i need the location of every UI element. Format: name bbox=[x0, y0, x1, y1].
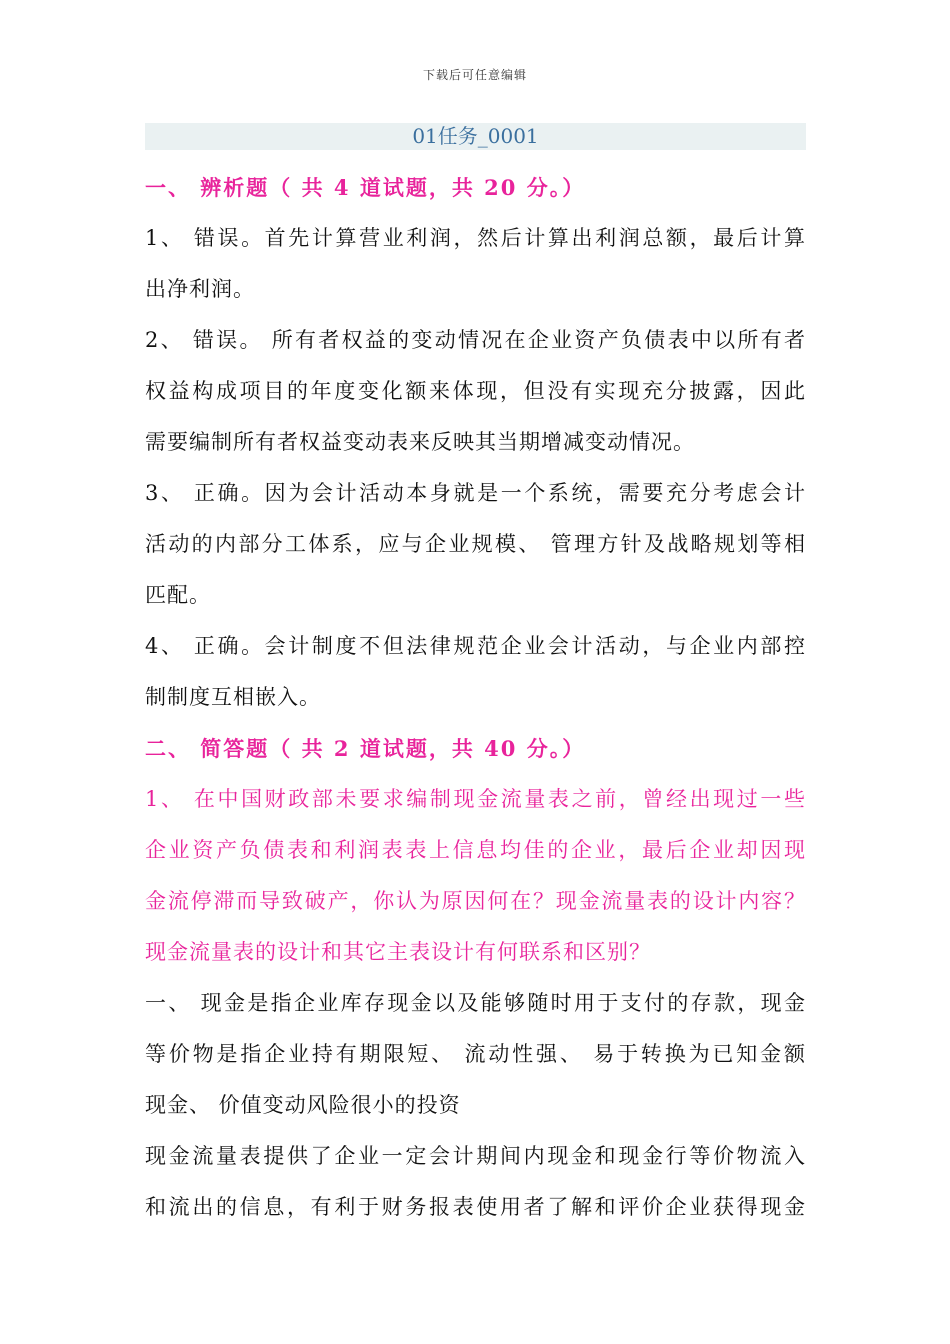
text-line: 3、 正确。因为会计活动本身就是一个系统，需要充分考虑会计 bbox=[145, 481, 806, 505]
text-line: 1、 错误。首先计算营业利润，然后计算出利润总额，最后计算 bbox=[145, 226, 806, 250]
text-line: 现金流量表提供了企业一定会计期间内现金和现金行等价物流入 bbox=[145, 1144, 806, 1168]
text-line: 出净利润。 bbox=[145, 277, 255, 301]
document-title: 01任务_0001 bbox=[145, 123, 806, 150]
text-line: 4、 正确。会计制度不但法律规范企业会计活动，与企业内部控 bbox=[145, 634, 806, 658]
text-line: 制制度互相嵌入。 bbox=[145, 685, 321, 709]
header-note: 下载后可任意编辑 bbox=[422, 68, 527, 82]
text-line: 活动的内部分工体系，应与企业规模、 管理方针及战略规划等相 bbox=[145, 532, 806, 556]
text-line: 现金、 价值变动风险很小的投资 bbox=[145, 1093, 461, 1117]
text-line: 企业资产负债表和利润表表上信息均佳的企业，最后企业却因现 bbox=[145, 838, 806, 862]
document-body bbox=[145, 162, 806, 1233]
text-line: 一、 现金是指企业库存现金以及能够随时用于支付的存款，现金 bbox=[145, 991, 806, 1015]
text-line: 匹配。 bbox=[145, 583, 211, 607]
text-line: 和流出的信息，有利于财务报表使用者了解和评价企业获得现金 bbox=[145, 1195, 806, 1219]
section-heading: 二、 简答题（ 共 2 道试题，共 40 分。） bbox=[145, 736, 586, 761]
text-line: 现金流量表的设计和其它主表设计有何联系和区别？ bbox=[145, 940, 651, 964]
text-line: 1、 在中国财政部未要求编制现金流量表之前，曾经出现过一些 bbox=[145, 787, 806, 811]
text-line: 金流停滞而导致破产，你认为原因何在？现金流量表的设计内容？ bbox=[145, 889, 806, 913]
text-line: 等价物是指企业持有期限短、 流动性强、 易于转换为已知金额 bbox=[145, 1042, 806, 1066]
text-line: 权益构成项目的年度变化额来体现，但没有实现充分披露，因此 bbox=[145, 379, 806, 403]
text-line: 2、 错误。 所有者权益的变动情况在企业资产负债表中以所有者 bbox=[145, 328, 806, 352]
text-line: 需要编制所有者权益变动表来反映其当期增减变动情况。 bbox=[145, 430, 695, 454]
section-heading: 一、 辨析题（ 共 4 道试题，共 20 分。） bbox=[145, 175, 586, 200]
